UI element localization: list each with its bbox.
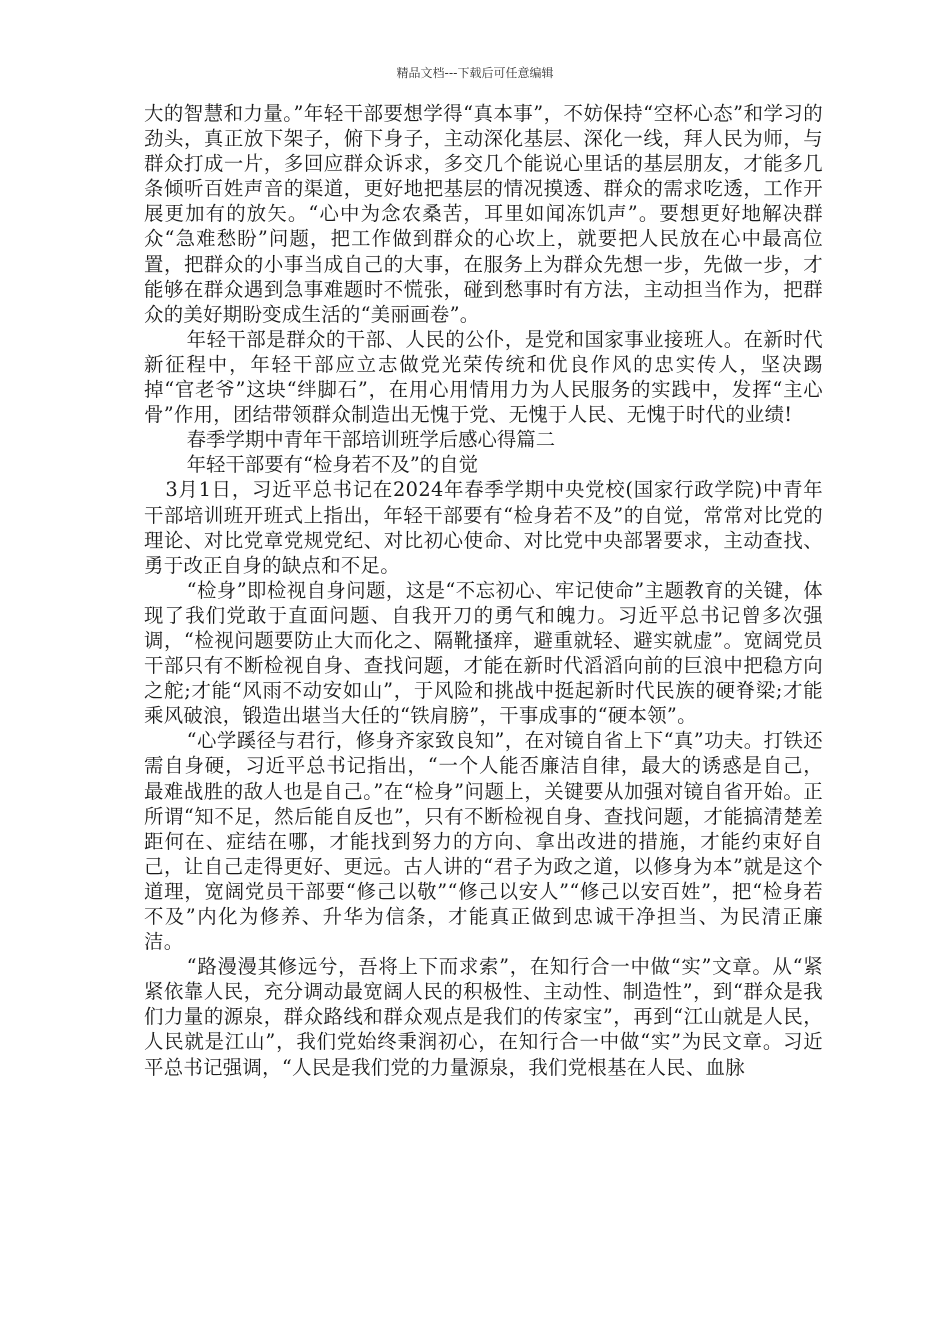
paragraph-young-cadres: 年轻干部是群众的干部、人民的公仆，是党和国家事业接班人。在新时代新征程中，年轻干部应立志做党光荣传统和优良作风的忠实传人，坚决踢掉“官老爷”这块“绊脚石”，在用心用情用力为人民服务的实践中，发挥“主心骨”作用，团结带领群众制造出无愧于党、无愧于人民、无愧于时代的业绩! (144, 327, 823, 427)
paragraph-continuation: 大的智慧和力量。”年轻干部要想学得“真本事”，不妨保持“空杯心态”和学习的劲头，真正放下架子，俯下身子，主动深化基层、深化一线，拜人民为师，与群众打成一片，多回应群众诉求，多交几个能说心里话的基层朋友，才能多几条倾听百姓声音的渠道，更好地把基层的情况摸透、群众的需求吃透，工作开展更加有的放矢。“心中为念农桑苦，耳里如闻冻饥声”。要想更好地解决群众“急难愁盼”问题，把工作做到群众的心坎上，就要把人民放在心中最高位置，把群众的小事当成自己的大事，在服务上为群众先想一步，先做一步，才能够在群众遇到急事难题时不慌张，碰到愁事时有方法，主动担当作为，把群众的美好期盼变成生活的“美丽画卷”。 (144, 102, 823, 326)
paragraph-unity-knowledge-action: “路漫漫其修远兮，吾将上下而求索”，在知行合一中做“实”文章。从“紧紧依靠人民，充分调动最宽阔人民的积极性、主动性、制造性”，到“群众是我们力量的源泉，群众路线和群众观点是我们的传家宝”，再到“江山就是人民，人民就是江山”，我们党始终秉润初心，在知行合一中做“实”为民文章。习近平总书记强调，“人民是我们党的力量源泉，我们党根基在人民、血脉 (144, 955, 823, 1079)
article-title: 年轻干部要有“检身若不及”的自觉 (186, 453, 478, 477)
page-header: 精品文档---下载后可任意编辑 (396, 66, 554, 80)
document-body (144, 101, 823, 1080)
paragraph-self-reflection: “心学蹊径与君行，修身齐家致良知”，在对镜自省上下“真”功夫。打铁还需自身硬，习近平总书记指出，“一个人能否廉洁自律，最大的诱惑是自己，最难战胜的敌人也是自己。”在“检身”问题上，关键要从加强对镜自省开始。正所谓“知不足，然后能自反也”，只有不断检视自身、查找问题，才能搞清楚差距何在、症结在哪，才能找到努力的方向、拿出改进的措施，才能约束好自己，让自己走得更好、更远。古人讲的“君子为政之道，以修身为本”就是这个道理，宽阔党员干部要“修己以敬”“修己以安人”“修己以安百姓”，把“检身若不及”内化为修养、升华为信条，才能真正做到忠诚干净担当、为民清正廉洁。 (144, 729, 823, 954)
paragraph-self-examination: “检身”即检视自身问题，这是“不忘初心、牢记使命”主题教育的关键，体现了我们党敢于直面问题、自我开刀的勇气和魄力。习近平总书记曾多次强调，“检视问题要防止大而化之、隔靴搔痒，避重就轻、避实就虚”。宽阔党员干部只有不断检视自身、查找问题，才能在新时代滔滔向前的巨浪中把稳方向之舵;才能“风雨不动安如山”，于风险和挑战中挺起新时代民族的硬脊梁;才能乘风破浪，锻造出堪当大任的“铁肩膀”，干事成事的“硬本领”。 (144, 578, 823, 728)
paragraph-march-first: 3月1日，习近平总书记在2024年春季学期中央党校(国家行政学院)中青年干部培训班开班式上指出，年轻干部要有“检身若不及”的自觉，常常对比党的理论、对比党章党规党纪、对比初心使命、对比党中央部署要求，主动查找、勇于改正自身的缺点和不足。 (144, 478, 823, 577)
section-title: 春季学期中青年干部培训班学后感心得篇二 (186, 428, 556, 452)
